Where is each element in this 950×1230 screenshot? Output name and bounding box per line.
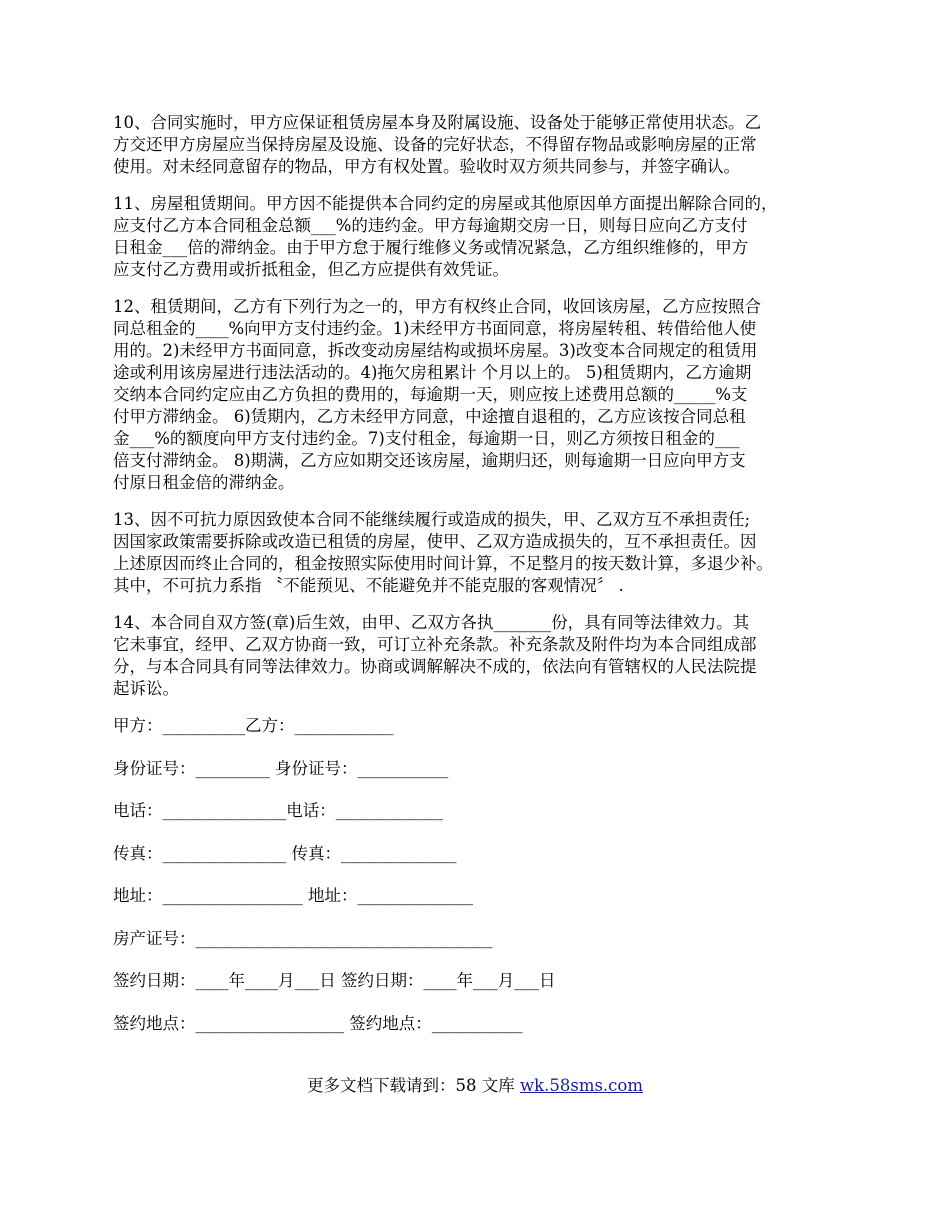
sign-date-line: 签约日期：____年____月___日 签约日期：____年___月___日 (113, 971, 556, 990)
contract-body (113, 112, 853, 1055)
signature-block (113, 715, 853, 1035)
party-line: 甲方：__________乙方：____________ (113, 716, 394, 735)
sign-place-line: 签约地点：__________________ 签约地点：___________ (113, 1013, 523, 1033)
clause-10: 10、合同实施时，甲方应保证租赁房屋本身及附属设施、设备处于能够正常使用状态。乙 方交还甲方房屋应当保持房屋及设施、设备的完好状态，不得留存物品或影响房屋的正常 使用。对未经同意留存的物品，甲方有权处置。验收时双方须共同参与，并签字确认。 (113, 113, 761, 176)
fax-line: 传真：_______________ 传真：______________ (113, 843, 457, 863)
download-footer (0, 1075, 950, 1097)
clause-13: 13、因不可抗力原因致使本合同不能继续履行或造成的损失，甲、乙双方互不承担责任; 因国家政策需要拆除或改造已租赁的房屋，使甲、乙双方造成损失的，互不承担责任。因 上述原因而终止合同的，租金按照实际使用时间计算，不足整月的按天数计算，多退少补。 其中，不可抗力系指 〝不能预见、不能避免并不能克服的客观情况〞 . (113, 510, 773, 595)
phone-line: 电话：_______________电话：_____________ (113, 801, 443, 820)
clause-11: 11、房屋租赁期间。甲方因不能提供本合同约定的房屋或其他原因单方面提出解除合同的， 应支付乙方本合同租金总额___%的违约金。甲方每逾期交房一日，则每日应向乙方支付 日租金___倍的滞纳金。由于甲方怠于履行维修义务或情况紧急，乙方组织维修的，甲方 应支付乙方费用或折抵租金，但乙方应提供有效凭证。 (113, 194, 778, 279)
property-cert-line: 房产证号：____________________________________ (113, 928, 493, 948)
id-number-line: 身份证号：_________ 身份证号：___________ (113, 758, 449, 778)
footer-text: 更多文档下载请到：58 文库 (306, 1076, 520, 1095)
footer-link[interactable]: wk.58sms.com (519, 1076, 643, 1095)
address-line: 地址：_________________ 地址：______________ (113, 886, 473, 905)
clause-14: 14、本合同自双方签(章)后生效，由甲、乙双方各执_______份，具有同等法律效力。其 它未事宜，经甲、乙双方协商一致，可订立补充条款。补充条款及附件均为本合同组成部 分，与本合同具有同等法律效力。协商或调解解决不成的，依法向有管辖权的人民法院提 起诉讼。 (113, 613, 757, 698)
clause-12: 12、租赁期间，乙方有下列行为之一的，甲方有权终止合同，收回该房屋，乙方应按照合 同总租金的____%向甲方支付违约金。1)未经甲方书面同意，将房屋转租、转借给他人使 用的。2)未经甲方书面同意，拆改变动房屋结构或损坏房屋。3)改变本合同规定的租赁用 途或利用该房屋进行违法活动的。4)拖欠房租累计 个月以上的。 5)租赁期内，乙方逾期 交纳本合同约定应由乙方负担的费用的，每逾期一天，则应按上述费用总额的_____%支 付甲方滞纳金。 6)赁期内，乙方未经甲方同意，中途擅自退租的，乙方应该按合同总租 金___%的额度向甲方支付违约金。7)支付租金，每逾期一日，则乙方须按日租金的___ 倍支付滞纳金。 8)期满，乙方应如期交还该房屋，逾期归还，则每逾期一日应向甲方支 付原日租金倍的滞纳金。 (113, 297, 761, 492)
